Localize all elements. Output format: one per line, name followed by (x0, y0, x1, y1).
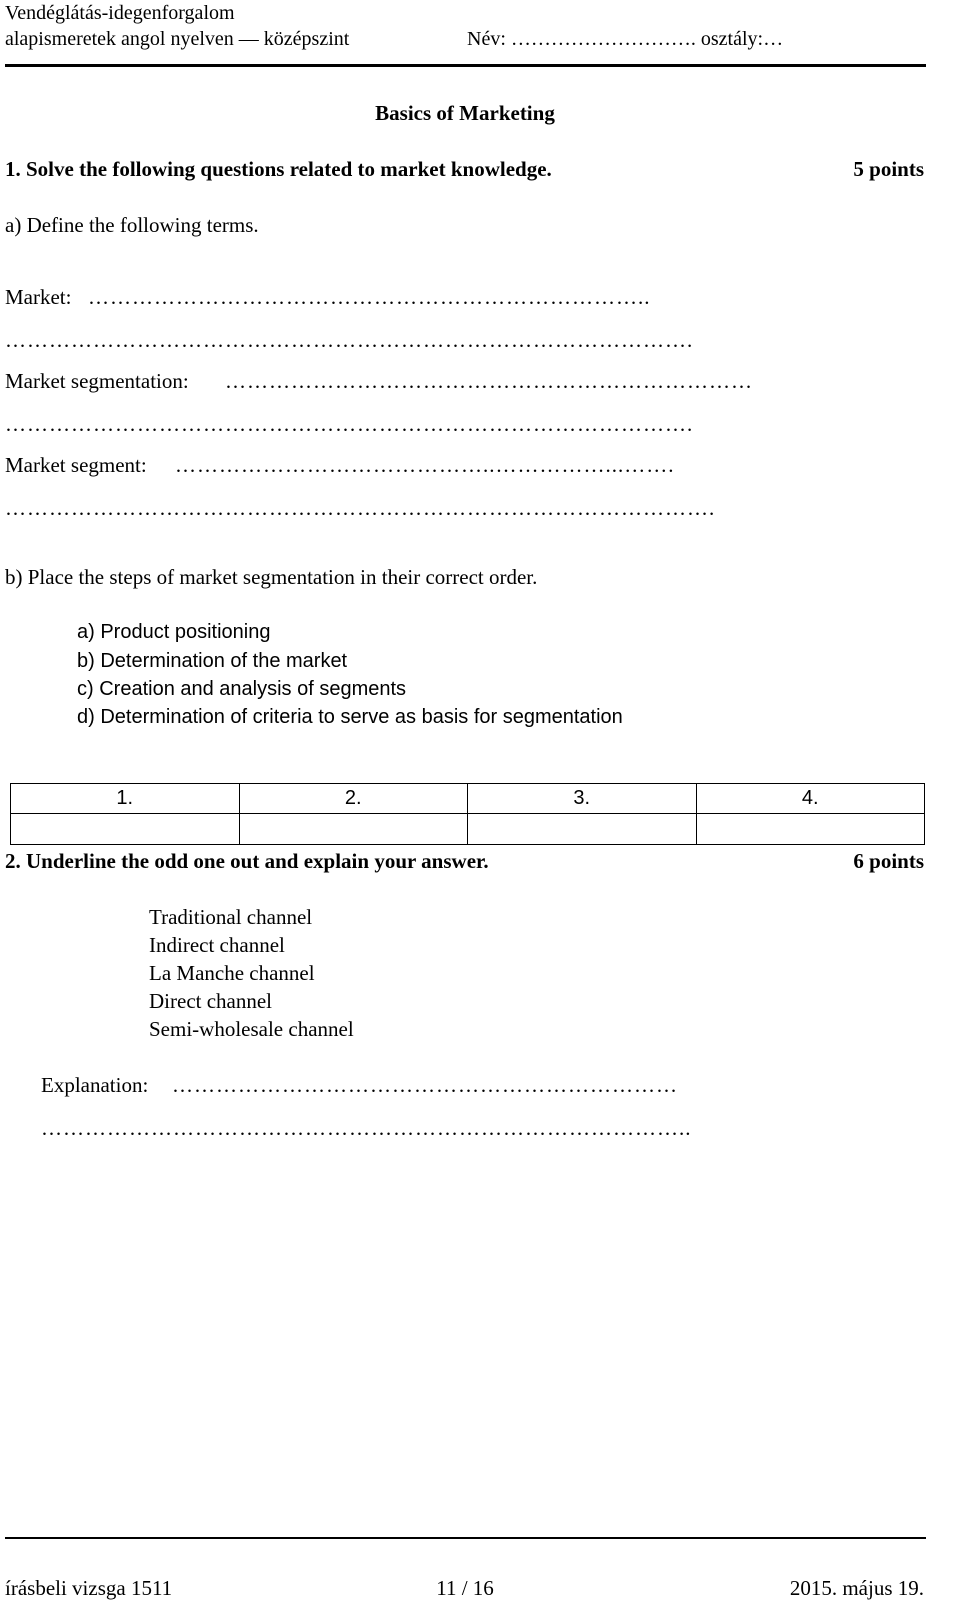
market-segment-answer-line-2[interactable]: ……………………………………………………………………………………. (5, 496, 716, 520)
name-class-field: Név: ………………………. osztály:… (467, 28, 784, 50)
market-answer-line[interactable]: ………………………………………………………………….. (88, 285, 651, 309)
market-segmentation-answer-line-2[interactable]: …………………………………………………………………………………. (5, 412, 694, 436)
explanation-label: Explanation: (41, 1073, 149, 1097)
explanation-answer-line[interactable]: …………………………………………………………… (172, 1073, 678, 1097)
step-option-b: b) Determination of the market (77, 650, 348, 672)
step-order-table (10, 783, 925, 845)
odd-option-5[interactable]: Semi-wholesale channel (149, 1017, 354, 1041)
order-header-3: 3. (468, 784, 697, 814)
q2-heading: 2. Underline the odd one out and explain your answer. (5, 849, 489, 873)
odd-option-2[interactable]: Indirect channel (149, 933, 285, 957)
order-header-4: 4. (696, 784, 925, 814)
step-option-d: d) Determination of criteria to serve as basis for segmentation (77, 706, 623, 728)
odd-option-4[interactable]: Direct channel (149, 989, 273, 1013)
q1-part-b: b) Place the steps of market segmentation in their correct order. (5, 565, 538, 589)
footer-divider (5, 1537, 926, 1539)
market-answer-line-2[interactable]: …………………………………………………………………………………. (5, 328, 694, 352)
market-segment-label: Market segment: (5, 453, 147, 477)
q1-heading: 1. Solve the following questions related to market knowledge. (5, 157, 552, 181)
q2-points: 6 points (853, 849, 924, 873)
q1-points: 5 points (853, 157, 924, 181)
odd-option-1[interactable]: Traditional channel (149, 905, 313, 929)
odd-option-3[interactable]: La Manche channel (149, 961, 315, 985)
header-divider (5, 64, 926, 67)
footer-date: 2015. május 19. (789, 1576, 924, 1600)
step-option-a: a) Product positioning (77, 621, 271, 643)
subject-subtitle: alapismeretek angol nyelven — középszint (5, 28, 350, 50)
market-segmentation-label: Market segmentation: (5, 369, 189, 393)
order-header-2: 2. (239, 784, 468, 814)
page-number: 11 / 16 (436, 1576, 494, 1600)
subject-title: Vendéglátás-idegenforgalom (5, 2, 235, 24)
order-answer-cell-4[interactable] (696, 814, 925, 845)
market-segmentation-answer-line[interactable]: ……………………………………………………………… (225, 369, 753, 393)
footer-exam-code: írásbeli vizsga 1511 (5, 1576, 173, 1600)
order-answer-cell-1[interactable] (11, 814, 240, 845)
market-segment-answer-line[interactable]: ……………………………………..……………...……. (175, 453, 675, 477)
order-answer-cell-3[interactable] (468, 814, 697, 845)
order-answer-cell-2[interactable] (239, 814, 468, 845)
page-title: Basics of Marketing (375, 101, 555, 125)
explanation-answer-line-2[interactable]: …………………………………………………………………………….. (41, 1116, 692, 1140)
order-header-1: 1. (11, 784, 240, 814)
step-option-c: c) Creation and analysis of segments (77, 678, 407, 700)
market-label: Market: (5, 285, 72, 309)
q1-part-a: a) Define the following terms. (5, 213, 259, 237)
